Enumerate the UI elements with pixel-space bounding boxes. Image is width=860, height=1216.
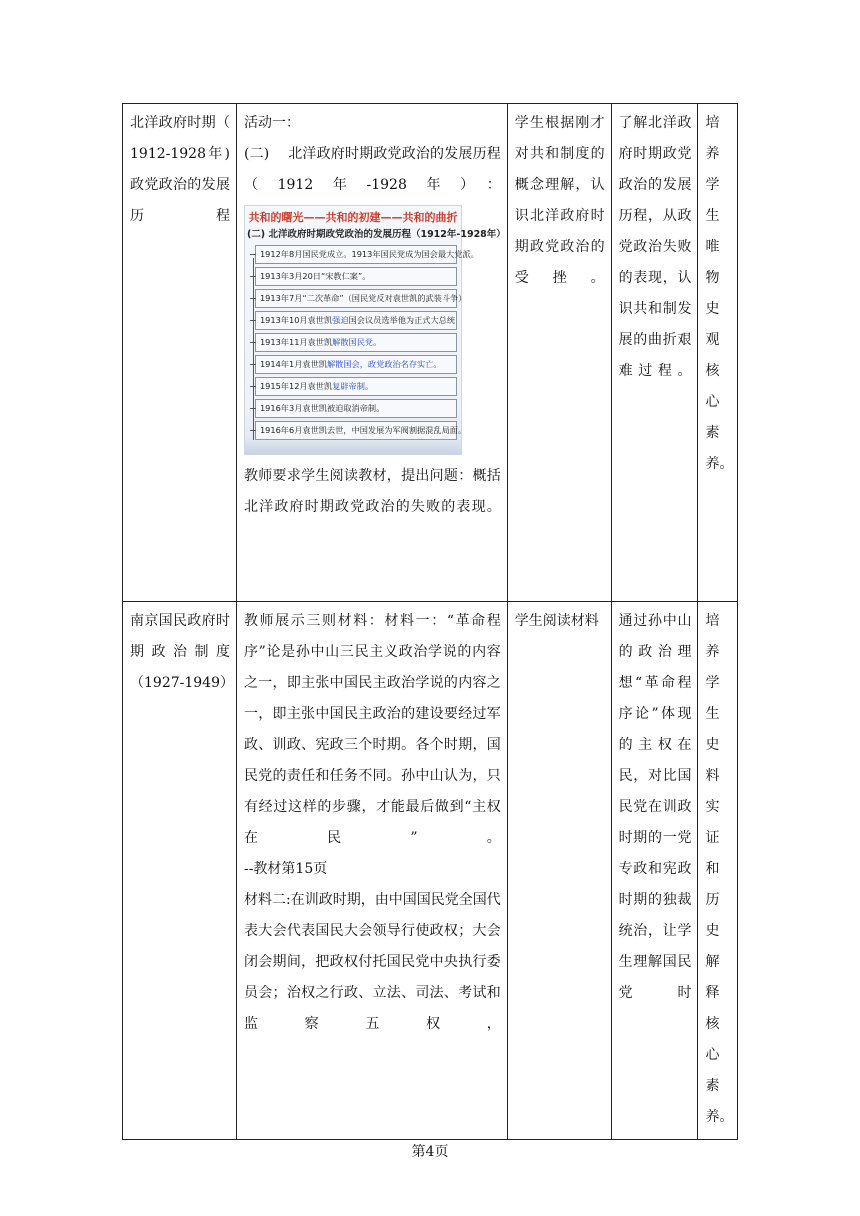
timeline-event (255, 333, 457, 352)
material-two: 材料二:在训政时期，由中国国民党全国代表大会代表国民大会领导行使政权；大会闭会期间，把政权付托国民党中央执行委员会；治权之行政、立法、司法、考试和监察五权， (243, 892, 501, 1032)
material-one: 教师展示三则材料：材料一：“革命程序”论是孙中山三民主义政治学说的内容之一，即主张中国民主政治学说的内容之一，即主张中国民主政治的建设要经过军政、训政、宪政三个时期。各个时期，国民党的责任和任务不同。孙中山认为，只有经过这样的步骤，才能最后做到“主权在民”。 (243, 613, 501, 846)
activity-title: 活动一： (243, 115, 300, 131)
activity-heading: (二) 北洋政府时期政党政治的发展历程（1912年-1928年）： (243, 146, 501, 193)
activity-question: 教师要求学生阅读教材，提出问题：概括北洋政府时期政党政治的失败的表现。 (243, 468, 501, 515)
timeline-slide-image (244, 205, 506, 455)
period-cell (123, 602, 237, 1140)
timeline-event-text: 1914年1月袁世凯 (259, 359, 327, 369)
timeline-event-highlight: 解散国民党 (332, 337, 374, 347)
timeline-event-text: 国会议员选举他为正式大总统 (348, 315, 456, 325)
student-activity-cell (507, 602, 611, 1140)
timeline-event-text: 。 (364, 381, 374, 391)
design-intent-text: 了解北洋政府时期政党政治的发展历程，从政党政治失败的表现，认识共和制发展的曲折艰难过程。 (618, 115, 692, 379)
design-intent-cell (611, 602, 698, 1140)
activity-cell (236, 104, 507, 602)
timeline-event-text: 1913年11月袁世凯 (259, 337, 333, 347)
timeline-axis (253, 258, 254, 440)
timeline-event (255, 355, 457, 374)
slide-title: 共和的曙光——共和的初建——共和的曲折 (248, 211, 458, 224)
timeline-event (255, 377, 457, 396)
table-row (123, 602, 738, 1140)
timeline-event-text: 1915年12月袁世凯 (259, 381, 333, 391)
student-activity-text: 学生阅读材料 (514, 613, 599, 629)
period-cell (123, 104, 237, 602)
timeline-event-text: 1912年8月国民党成立。1913年国民党成为国会最大党派。 (259, 249, 479, 259)
slide-subtitle: (二) 北洋政府时期政党政治的发展历程（1912年-1928年） (246, 229, 506, 240)
timeline-event-text: 1916年6月袁世凯去世，中国发展为军阀割据混乱局面。 (259, 425, 467, 435)
timeline-event-highlight: 强迫 (332, 315, 349, 325)
timeline-event (255, 399, 457, 418)
activity-cell (236, 602, 507, 1140)
timeline-event-highlight: 复辟帝制 (332, 381, 365, 391)
timeline-event-text: 1916年3月袁世凯被迫取消帝制。 (259, 403, 385, 413)
period-years: （1927-1949） (130, 675, 234, 691)
timeline-event-text: 1913年3月20日“宋教仁案”。 (259, 271, 371, 281)
timeline-event (255, 289, 467, 308)
timeline-event-text: 。 (433, 359, 442, 369)
slide-footer-decoration (245, 438, 461, 454)
timeline-event-text: 。 (373, 337, 382, 347)
timeline-event (255, 311, 457, 330)
student-activity-text: 学生根据刚才对共和制度的概念理解，认识北洋政府时期政党政治的受挫。 (514, 115, 605, 286)
timeline-event-text: 1913年7月“二次革命”（国民党反对袁世凯的武装斗争） (259, 293, 467, 303)
period-text: 南京国民政府时期政治制度 (130, 613, 230, 660)
timeline-event-text: 1913年10月袁世凯 (259, 315, 333, 325)
timeline-event (255, 267, 457, 286)
literacy-text: 培养学生史料实证和历史解释核心素养。 (705, 613, 734, 1125)
table-row (123, 104, 738, 602)
lesson-plan-table (122, 103, 738, 1140)
literacy-text: 培养学生唯物史观核心素养。 (705, 115, 734, 472)
design-intent-cell (611, 104, 698, 602)
timeline-event-highlight: 解散国会，政党政治名存实亡 (326, 359, 434, 369)
literacy-cell (698, 602, 738, 1140)
material-one-source: --教材第15页 (243, 861, 328, 877)
literacy-cell (698, 104, 738, 602)
page-number: 第4页 (411, 1144, 449, 1160)
design-intent-text: 通过孙中山的政治理想“革命程序论”体现的主权在民，对比国民党在训政时期的一党专政和宪政时期的独裁统治，让学生理解国民党时 (618, 613, 692, 1001)
timeline-event (255, 245, 479, 264)
student-activity-cell (507, 104, 611, 602)
period-text: 北洋政府时期（ 1912-1928年)政党政治的发展历程 (130, 115, 230, 224)
